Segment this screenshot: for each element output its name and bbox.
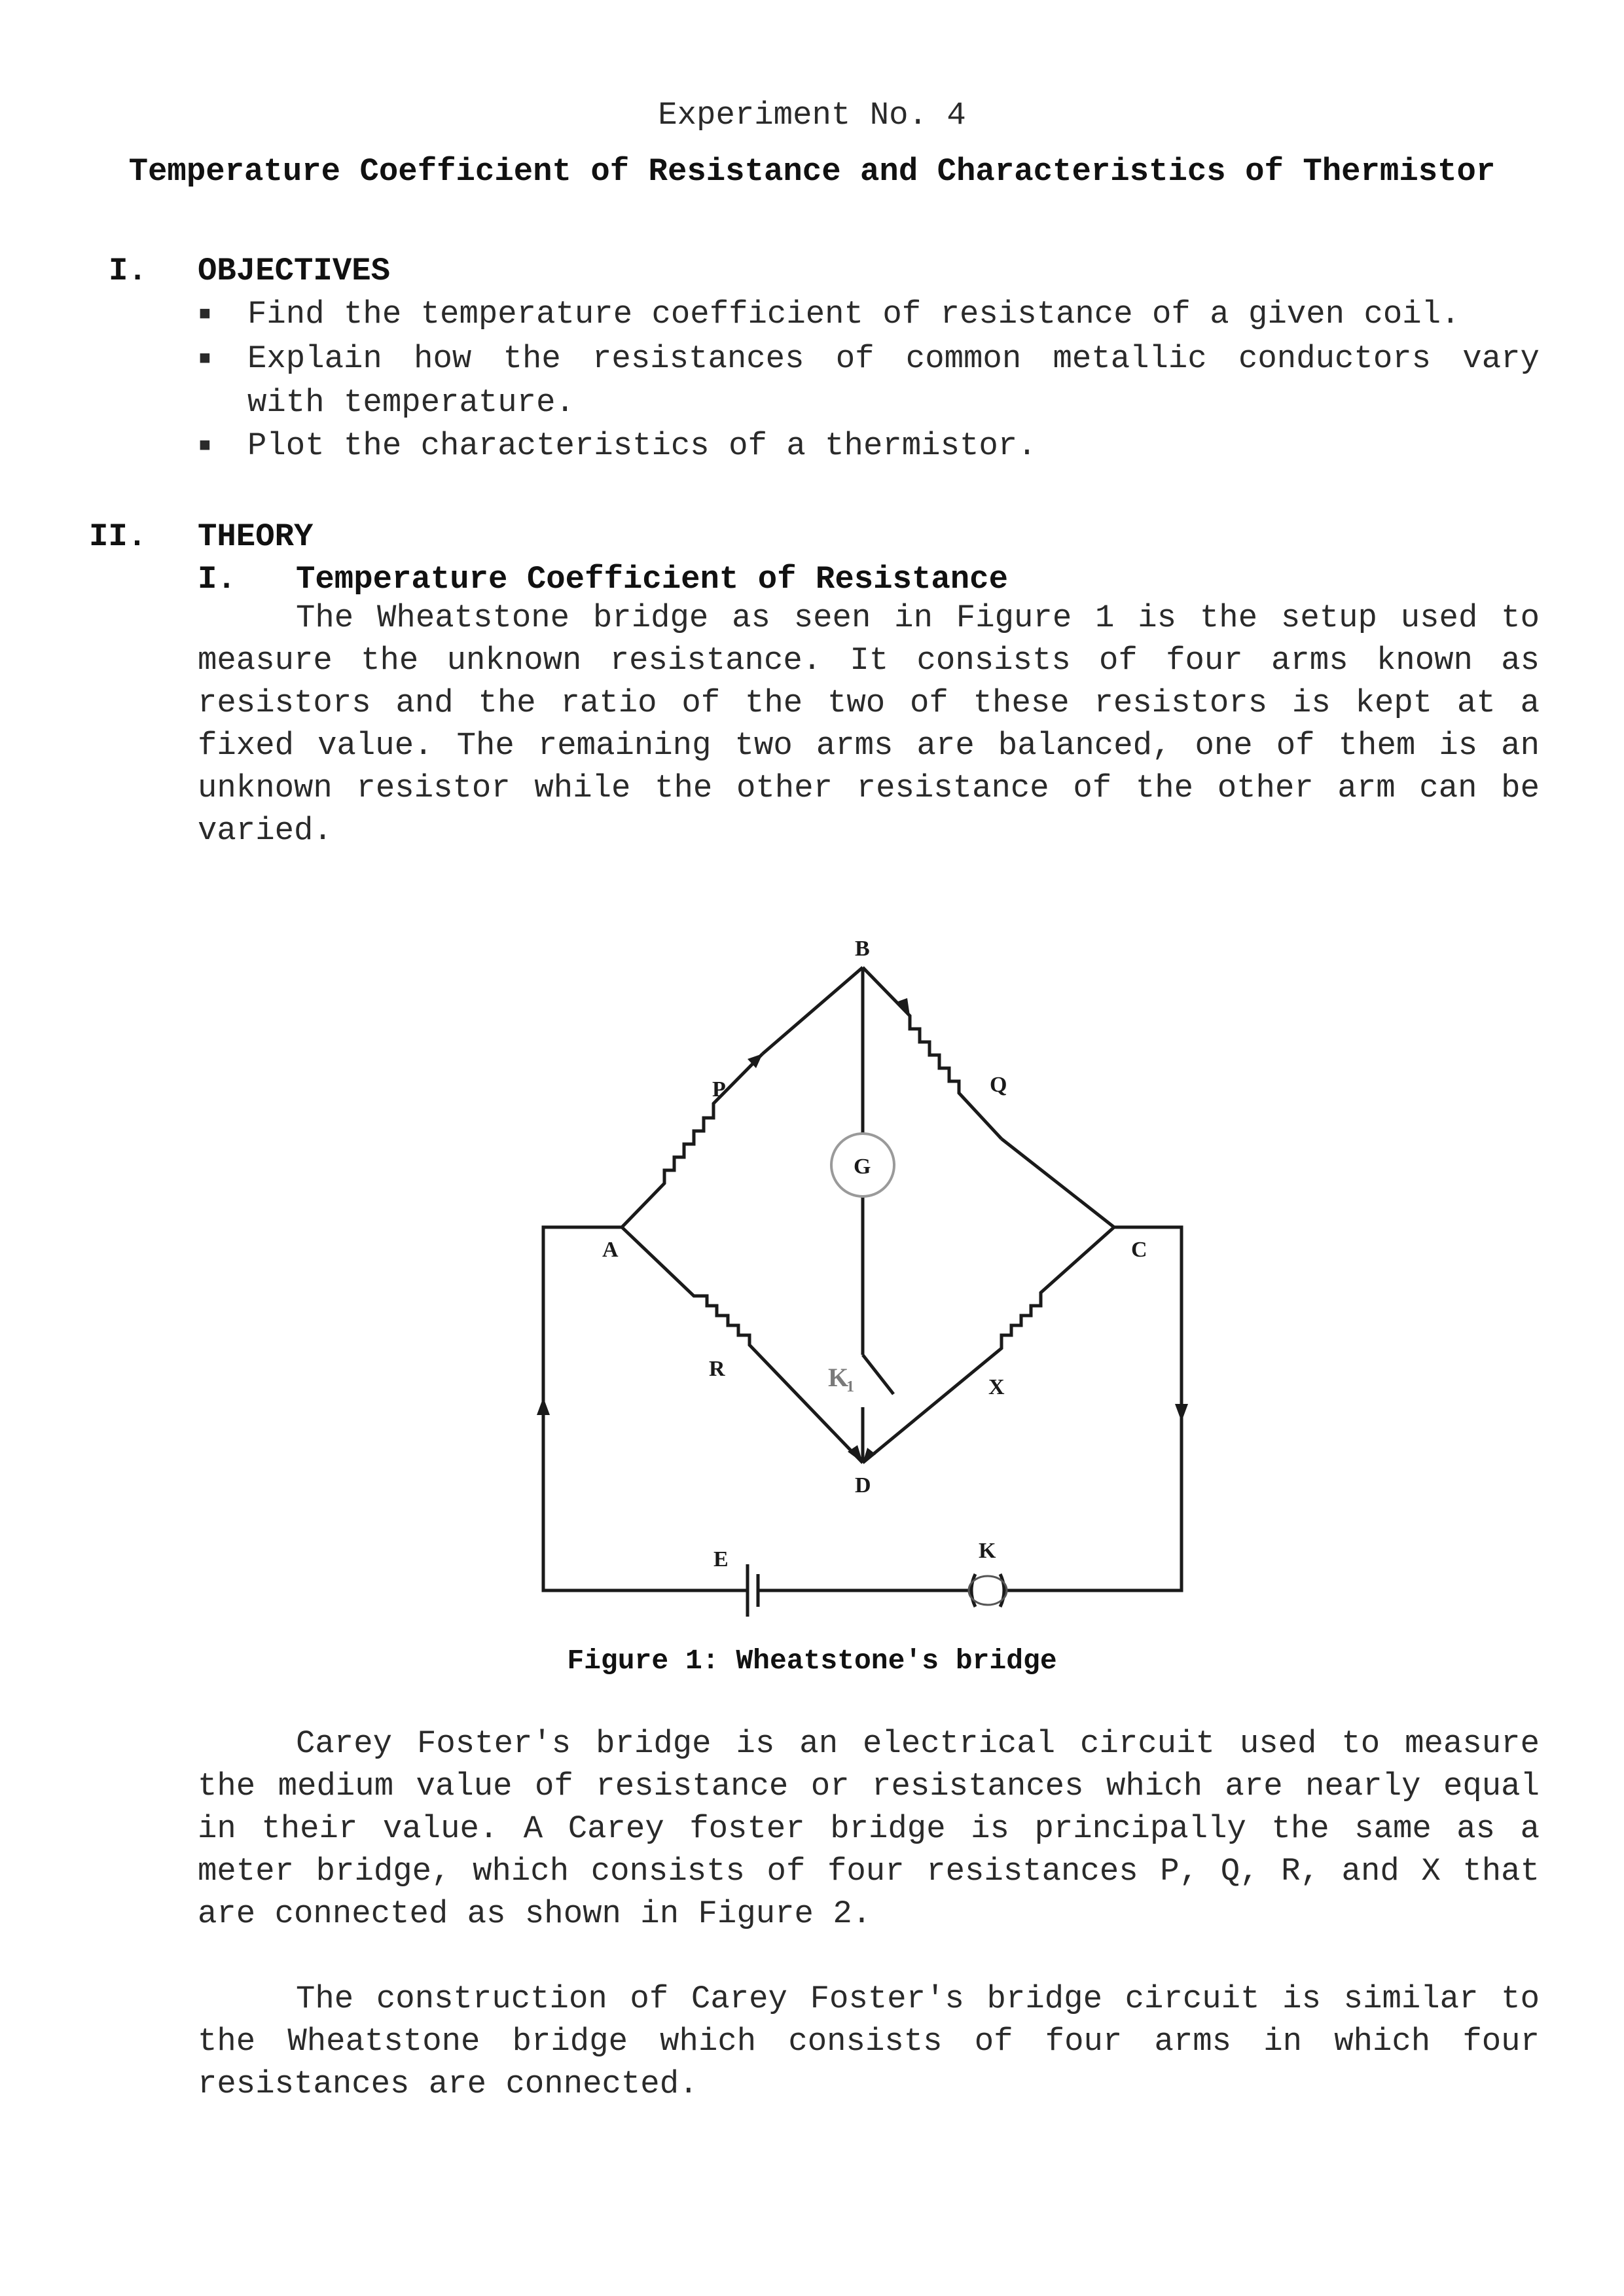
theory-sub-heading: Temperature Coefficient of Resistance xyxy=(296,561,1008,598)
theory-paragraph-1: The Wheatstone bridge as seen in Figure 1 is the setup used to measure the unknown resistance. It consists of four arms known as resistors and the ratio of the two of these resistors is kept at a fixed value. The remaining two arms are balanced, one of them is an unknown resistor while the other resistance of the other arm can be varied. xyxy=(198,600,1540,849)
objectives-numeral: I. xyxy=(109,253,147,289)
objective-word: the xyxy=(503,340,561,377)
arrow-icon xyxy=(1175,1404,1188,1422)
objective-word: metallic xyxy=(1053,340,1207,377)
theory-numeral: II. xyxy=(89,518,147,555)
label-c: C xyxy=(1131,1238,1147,1262)
document-title: Temperature Coefficient of Resistance and Characteristics of Thermistor xyxy=(128,153,1496,190)
figure-caption: Figure 1: Wheatstone's bridge xyxy=(567,1645,1057,1677)
objective-item xyxy=(247,340,1540,377)
switch-k1 xyxy=(863,1355,893,1394)
label-b: B xyxy=(855,937,870,961)
label-g: G xyxy=(854,1155,871,1179)
resistor-p xyxy=(622,1054,763,1227)
theory-paragraph-3: The construction of Carey Foster's bridge circuit is similar to the Wheatstone bridge which consists of four arms in which four resistances are connected. xyxy=(198,1981,1540,2102)
objective-item: Find the temperature coefficient of resistance of a given coil. xyxy=(247,296,1460,332)
label-r: R xyxy=(709,1357,725,1381)
arrow-icon xyxy=(537,1397,550,1415)
objective-word: how xyxy=(414,340,472,377)
objective-item: Plot the characteristics of a thermistor. xyxy=(247,427,1037,464)
label-x: X xyxy=(988,1375,1005,1399)
objective-word: Explain xyxy=(247,340,382,377)
key-icon xyxy=(969,1576,1007,1605)
label-a: A xyxy=(602,1238,619,1262)
bullet-icon: ■ xyxy=(199,304,211,326)
wheatstone-bridge-diagram xyxy=(517,937,1211,1636)
label-d: D xyxy=(855,1473,871,1498)
objective-word: conductors xyxy=(1238,340,1432,377)
objective-word: vary xyxy=(1462,340,1540,377)
objectives-heading: OBJECTIVES xyxy=(198,253,391,289)
wire-b-arrow xyxy=(763,967,863,1054)
arrow-icon xyxy=(863,1448,876,1463)
theory-sub-numeral: I. xyxy=(198,561,236,598)
theory-heading: THEORY xyxy=(198,518,314,555)
resistor-q xyxy=(863,967,1001,1139)
objective-word: of xyxy=(835,340,875,377)
label-p: P xyxy=(712,1077,726,1102)
resistor-x xyxy=(863,1227,1114,1463)
label-k1: K xyxy=(828,1363,849,1392)
wire-left-loop xyxy=(543,1227,748,1590)
label-q: Q xyxy=(990,1073,1007,1097)
bullet-icon: ■ xyxy=(199,348,211,370)
label-k: K xyxy=(979,1539,996,1563)
label-k1-subscript: 1 xyxy=(846,1378,854,1395)
objective-word: resistances xyxy=(592,340,804,377)
label-e: E xyxy=(713,1547,729,1571)
wire-q-c xyxy=(1001,1139,1114,1227)
theory-paragraph-2: Carey Foster's bridge is an electrical circuit used to measure the medium value of resistance or resistances which are nearly equal in their value. A Carey foster bridge is principally the same as a meter bridge, which consists of four resistances P, Q, R, and X that are connected as shown in Figure 2. xyxy=(198,1725,1540,1932)
objective-word: common xyxy=(905,340,1022,377)
bullet-icon: ■ xyxy=(199,435,211,457)
resistor-r xyxy=(622,1227,863,1463)
wire-right-loop xyxy=(1007,1227,1182,1590)
experiment-number: Experiment No. 4 xyxy=(658,97,966,134)
objective-item-continued: with temperature. xyxy=(247,384,575,421)
